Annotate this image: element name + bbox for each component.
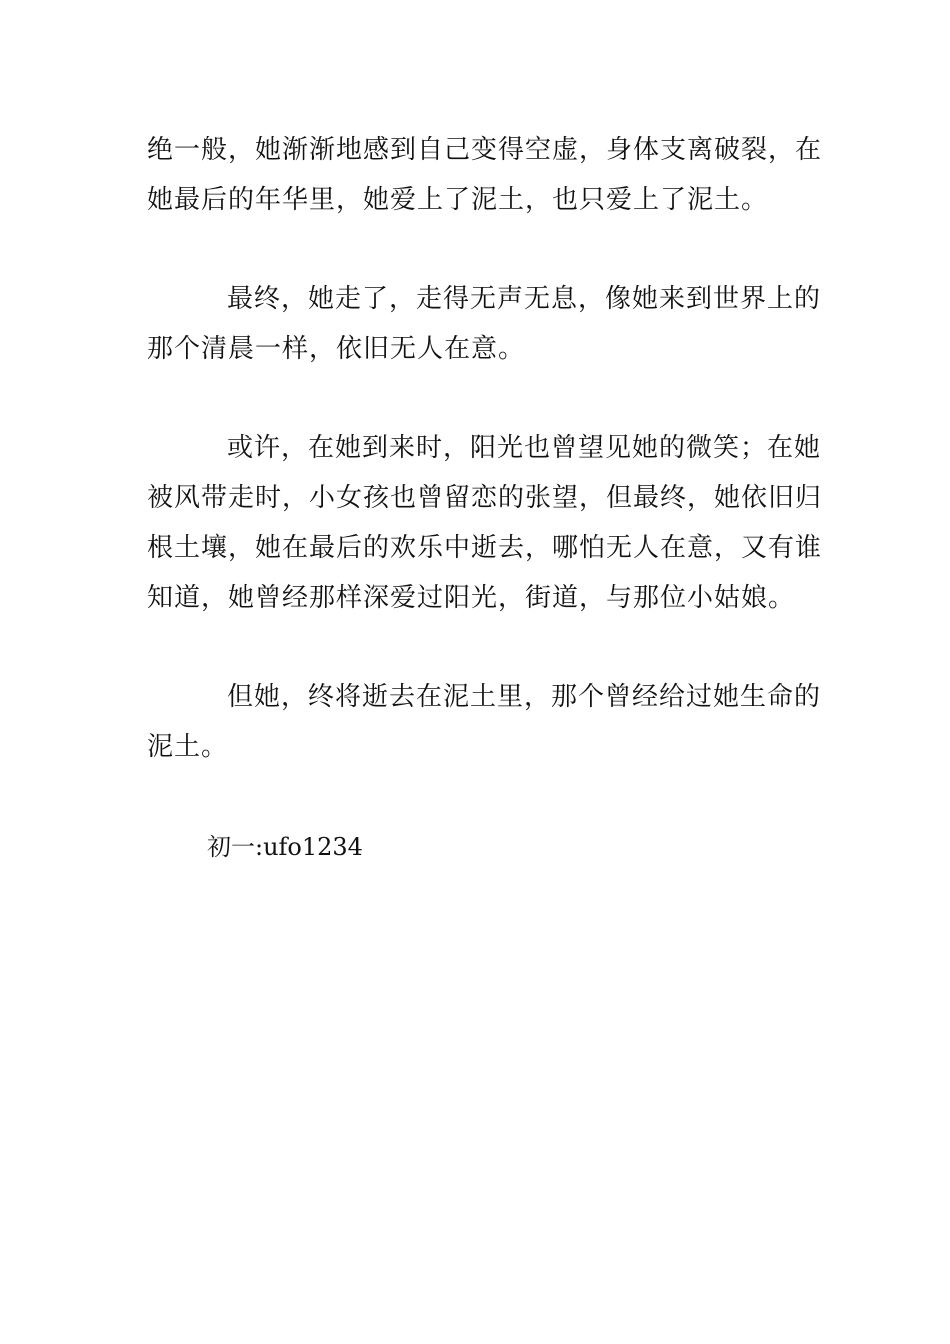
paragraph-line: 被风带走时，小女孩也曾留恋的张望，但最终，她依旧归 bbox=[147, 483, 823, 513]
paragraph-4 bbox=[147, 672, 822, 772]
paragraph-line: 知道，她曾经那样深爱过阳光，街道，与那位小姑娘。 bbox=[147, 583, 796, 613]
paragraph-line: 根土壤，她在最后的欢乐中逝去，哪怕无人在意，又有谁 bbox=[147, 533, 823, 563]
paragraph-line: 最终，她走了，走得无声无息，像她来到世界上的 bbox=[227, 284, 822, 314]
paragraph-line: 她最后的年华里，她爱上了泥土，也只爱上了泥土。 bbox=[147, 185, 769, 215]
paragraph-line: 但她，终将逝去在泥土里，那个曾经给过她生命的 bbox=[227, 682, 822, 712]
author-signature: 初一:ufo1234 bbox=[207, 833, 363, 861]
paragraph-line: 那个清晨一样，依旧无人在意。 bbox=[147, 334, 526, 364]
paragraph-line: 或许，在她到来时，阳光也曾望见她的微笑；在她 bbox=[227, 433, 822, 463]
paragraph-line: 绝一般，她渐渐地感到自己变得空虚，身体支离破裂，在 bbox=[147, 135, 823, 165]
paragraph-3 bbox=[147, 423, 823, 623]
paragraph-1 bbox=[147, 125, 823, 225]
paragraph-line: 泥土。 bbox=[147, 732, 229, 762]
paragraph-2 bbox=[147, 274, 822, 374]
